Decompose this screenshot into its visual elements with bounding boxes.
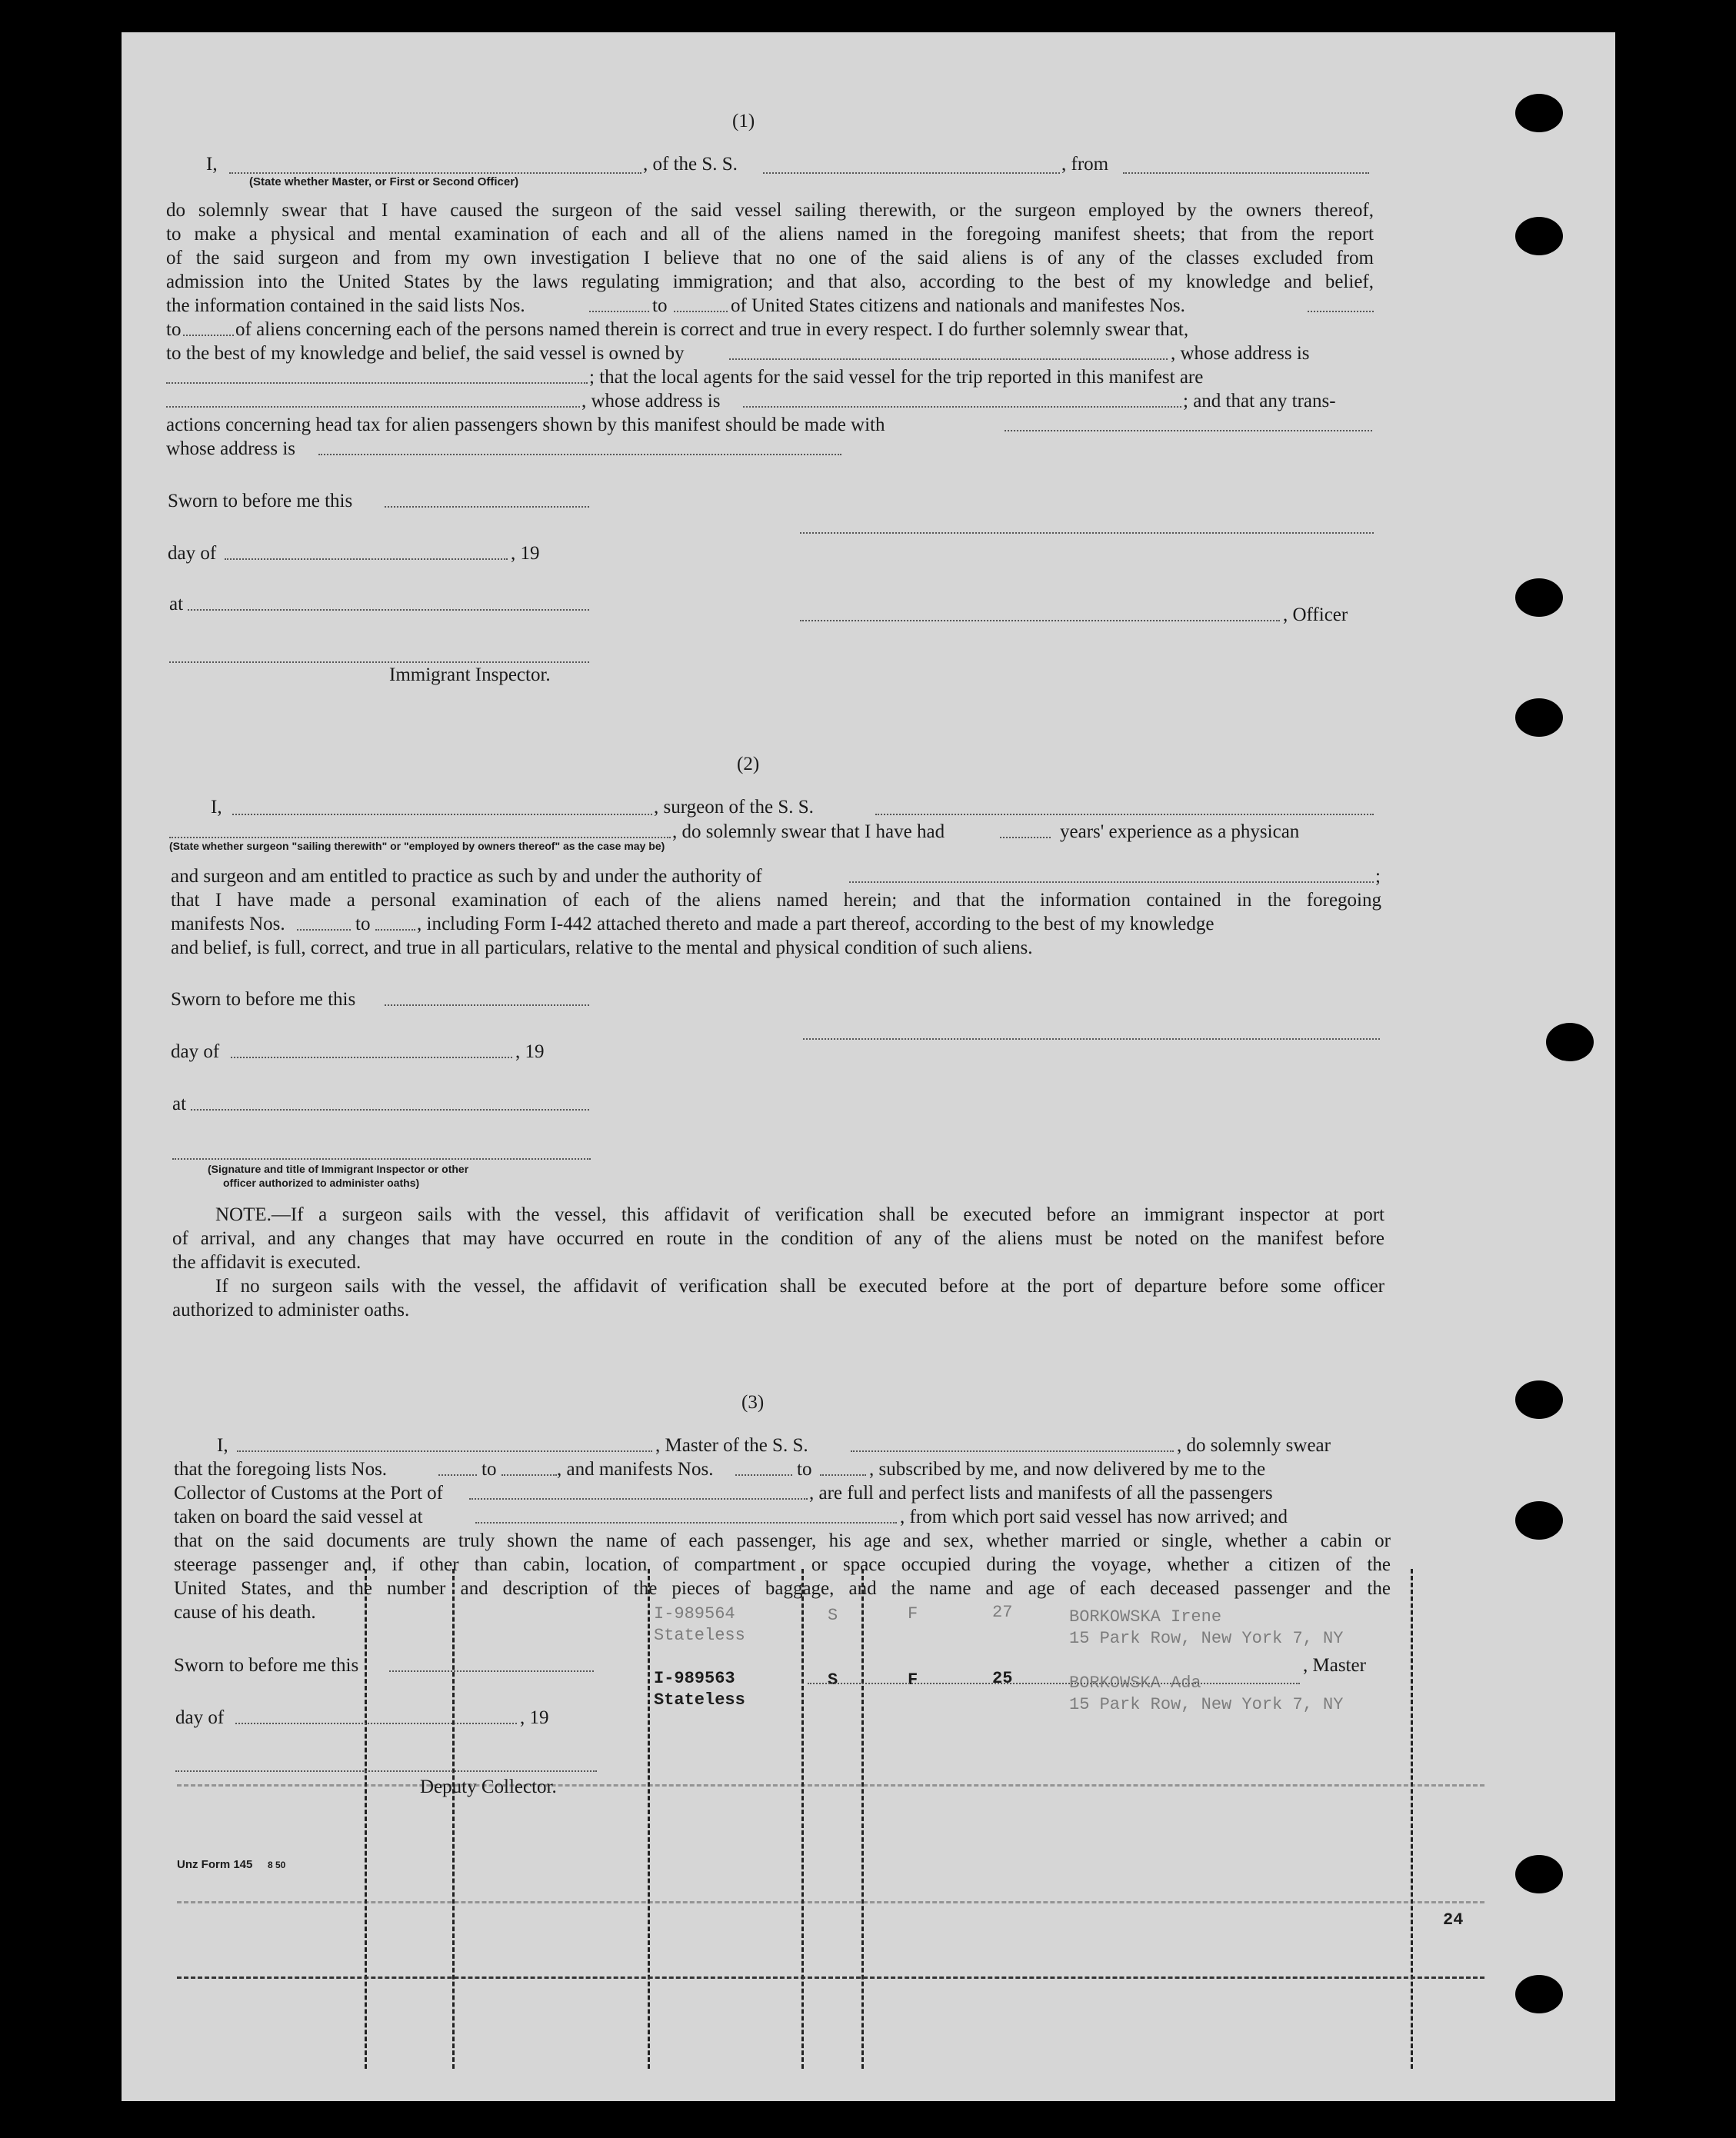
manifests-to-field[interactable] [183,335,234,336]
label-aliens: of aliens concerning each of the persons named therein is correct and true in every respect. I do further solemnly swear that, [235,319,1189,340]
bleed-age: 27 [992,1603,1013,1622]
punch-hole-icon [1546,1023,1594,1061]
note-line: If no surgeon sails with the vessel, the affidavit of verification shall be executed before at the port of departure before some officer [215,1276,1384,1297]
punch-hole-icon [1515,1380,1563,1419]
at-label: at [169,594,184,614]
label-trans: ; and that any trans- [1183,391,1336,411]
label-i: I, [217,1435,228,1456]
officer-title-field[interactable] [800,620,1280,621]
punch-hole-icon [1515,1975,1563,2013]
day-field[interactable] [235,1723,517,1724]
text-line: that I have made a personal examination of each of the aliens named herein; and that the information contained in the foregoing [171,890,1381,911]
year-label: , 19 [515,1041,545,1062]
lists-from-field[interactable] [589,311,649,312]
table-rule [177,1784,1484,1787]
collector-port-field[interactable] [469,1498,808,1500]
table-rule [177,1901,1484,1903]
form-number: Unz Form 145 [177,1858,253,1871]
label-swear: , do solemnly swear [1177,1435,1331,1456]
agents-address-field[interactable] [743,406,1181,408]
surgeon-note: (State whether surgeon "sailing therewith" or "employed by owners thereof" as the case may be) [169,840,665,852]
section-number: (3) [741,1392,765,1413]
text-line: steerage passenger and, if other than cabin, location of compartment or space occupied during the voyage, whether a citizen of the [174,1554,1391,1575]
sworn-label: Sworn to before me this [171,989,356,1010]
label-full: , are full and perfect lists and manifests of all the passengers [809,1483,1273,1504]
label-to: to [652,295,668,316]
label-whose3: whose address is [166,438,296,459]
form-date: 8 50 [268,1860,286,1870]
label-lists: that the foregoing lists Nos. [174,1459,388,1480]
punch-hole-icon [1515,217,1563,255]
label-manifests: manifests Nos. [171,914,285,934]
lists-from-field[interactable] [438,1474,477,1476]
punch-hole-icon [1515,698,1563,737]
day-label: day of [175,1707,225,1728]
table-rule [452,1569,455,2069]
officer-name-field[interactable] [229,172,641,174]
section-number: (2) [737,754,760,774]
officer-signature-field[interactable] [800,532,1374,534]
bleed-name: BORKOWSKA Ada [1069,1673,1201,1693]
label-to: to [355,914,371,934]
day-field[interactable] [225,558,508,560]
text-line: that on the said documents are truly shown the name of each passenger, his age and sex, whether married or single, whether a cabin or [174,1530,1391,1551]
punch-hole-icon [1515,1855,1563,1893]
sworn-label: Sworn to before me this [174,1655,359,1676]
note-line: NOTE.—If a surgeon sails with the vessel, this affidavit of verification shall be executed before an immigrant inspector at port [215,1204,1384,1225]
bleed-code: I-989564 [654,1604,735,1623]
lists-to-field[interactable] [674,311,728,312]
lists-to-field[interactable] [501,1474,557,1476]
table-rule [648,1569,650,2069]
at-label: at [172,1094,187,1114]
label-agents: ; that the local agents for the said vessel for the trip reported in this manifest are [589,367,1204,388]
manifests-from-field[interactable] [735,1474,792,1476]
officer-note: (State whether Master, or First or Second Officer) [249,175,519,188]
bleed-f: F [908,1670,918,1690]
table-rule [365,1569,367,2069]
inspector-label: Immigrant Inspector. [389,664,551,685]
bleed-status: Stateless [654,1690,745,1710]
table-rule [1411,1569,1413,2069]
authority-field[interactable] [849,881,1374,883]
punch-hole-icon [1515,578,1563,617]
label-surgeon: , surgeon of the S. S. [654,797,814,818]
label-collector: Collector of Customs at the Port of [174,1483,443,1504]
manifests-from-field[interactable] [1308,311,1374,312]
text-line: United States, and the number and description of the pieces of baggage, and the name and age of each deceased passenger and the [174,1578,1391,1599]
manifests-to-field[interactable] [820,1474,866,1476]
port-taken-field[interactable] [475,1522,897,1524]
sworn-label: Sworn to before me this [168,491,353,511]
bleed-age: 25 [992,1669,1013,1688]
label-i: I, [206,154,218,175]
label-actions: actions concerning head tax for alien passengers shown by this manifest should be made with [166,415,885,435]
label-which: , from which port said vessel has now arrived; and [900,1507,1288,1527]
owner-field[interactable] [729,358,1168,360]
master-label: , Master [1303,1655,1366,1676]
text-line: do solemnly swear that I have caused the surgeon of the said vessel sailing therewith, or the surgeon employed by the owners thereof, [166,200,1374,221]
bleed-addr: 15 Park Row, New York 7, NY [1069,1629,1344,1648]
master-signature-field[interactable] [808,1683,1300,1684]
manifests-to-field[interactable] [375,929,415,931]
vessel-name-field[interactable] [763,172,1060,174]
inspector-signature-field[interactable] [172,1158,591,1160]
head-tax-address-field[interactable] [318,454,841,455]
bleed-s: S [828,1606,838,1625]
label-taken: taken on board the said vessel at [174,1507,423,1527]
table-rule [801,1569,804,2069]
deputy-signature-field[interactable] [175,1770,597,1772]
label-to2: to [166,319,182,340]
at-field[interactable] [188,609,589,611]
label-whose2: , whose address is [581,391,721,411]
bleed-s: S [828,1670,838,1690]
surgeon-name-field[interactable] [232,814,652,815]
text-line: admission into the United States by the laws regulating immigration; and that also, according to the best of my knowledge and belief, [166,271,1374,292]
label-master: , Master of the S. S. [655,1435,808,1456]
note-line: authorized to administer oaths. [172,1300,410,1320]
label-owned: to the best of my knowledge and belief, the said vessel is owned by [166,343,685,364]
surgeon-status-field[interactable] [169,837,671,838]
bleed-row-number: 24 [1443,1910,1464,1930]
manifests-from-field[interactable] [297,929,351,931]
section-number: (1) [732,111,755,132]
sworn-field[interactable] [385,1004,589,1006]
note-line: the affidavit is executed. [172,1252,362,1273]
sworn-field[interactable] [385,506,589,508]
label-practice: and surgeon and am entitled to practice as such by and under the authority of [171,866,762,887]
port-from-field[interactable] [1123,172,1369,174]
label-of-ss: , of the S. S. [643,154,738,175]
label-whose: , whose address is [1171,343,1310,364]
text-line: to make a physical and mental examination of each and all of the aliens named in the foregoing manifest sheets; that from the report [166,224,1374,245]
officer-label: , Officer [1283,604,1348,625]
label-swear: , do solemnly swear that I have had [672,821,945,842]
bleed-name: BORKOWSKA Irene [1069,1607,1222,1627]
label-info: the information contained in the said lists Nos. [166,295,525,316]
years-field[interactable] [1000,837,1051,838]
label-to2: to [797,1459,812,1480]
sig-note-1: (Signature and title of Immigrant Inspector or other [208,1163,469,1175]
label-including: , including Form I-442 attached thereto and made a part thereof, according to the best of my knowledge [417,914,1215,934]
label-from: , from [1061,154,1109,175]
table-rule [177,1976,1484,1979]
bleed-status: Stateless [654,1626,745,1645]
label-of-us: of United States citizens and nationals and manifestes Nos. [731,295,1185,316]
note-line: of arrival, and any changes that may have occurred en route in the condition of any of the aliens must be noted on the manifest before [172,1228,1384,1249]
label-belief: and belief, is full, correct, and true in all particulars, relative to the mental and physical condition of such aliens. [171,937,1033,958]
agents-field[interactable] [166,406,580,408]
table-rule [861,1569,864,2069]
text-line: cause of his death. [174,1602,316,1623]
label-years: years' experience as a physican [1060,821,1300,842]
text-line: of the said surgeon and from my own investigation I believe that no one of the said aliens is of any of the classes excluded from [166,248,1374,268]
punch-hole-icon [1515,94,1563,132]
master-name-field[interactable] [237,1450,652,1452]
head-tax-field[interactable] [1005,430,1372,431]
label-manifests: , and manifests Nos. [557,1459,714,1480]
semicolon: ; [1375,866,1381,887]
at-field[interactable] [191,1109,589,1111]
deputy-label: Deputy Collector. [420,1777,557,1797]
label-subscribed: , subscribed by me, and now delivered by me to the [869,1459,1266,1480]
year-label: , 19 [520,1707,549,1728]
bleed-f: F [908,1604,918,1623]
year-label: , 19 [511,543,540,564]
bleed-code: I-989563 [654,1669,735,1688]
master-vessel-field[interactable] [851,1450,1174,1452]
owner-address-field[interactable] [166,382,588,384]
label-i: I, [211,797,222,818]
sworn-field[interactable] [389,1670,594,1672]
label-to: to [481,1459,497,1480]
day-field[interactable] [231,1057,512,1058]
surgeon-signature-field[interactable] [803,1038,1380,1040]
sig-note-2: officer authorized to administer oaths) [223,1177,420,1189]
bleed-addr: 15 Park Row, New York 7, NY [1069,1695,1344,1714]
punch-hole-icon [1515,1501,1563,1540]
surgeon-vessel-field[interactable] [875,814,1374,815]
day-label: day of [168,543,217,564]
day-label: day of [171,1041,220,1062]
